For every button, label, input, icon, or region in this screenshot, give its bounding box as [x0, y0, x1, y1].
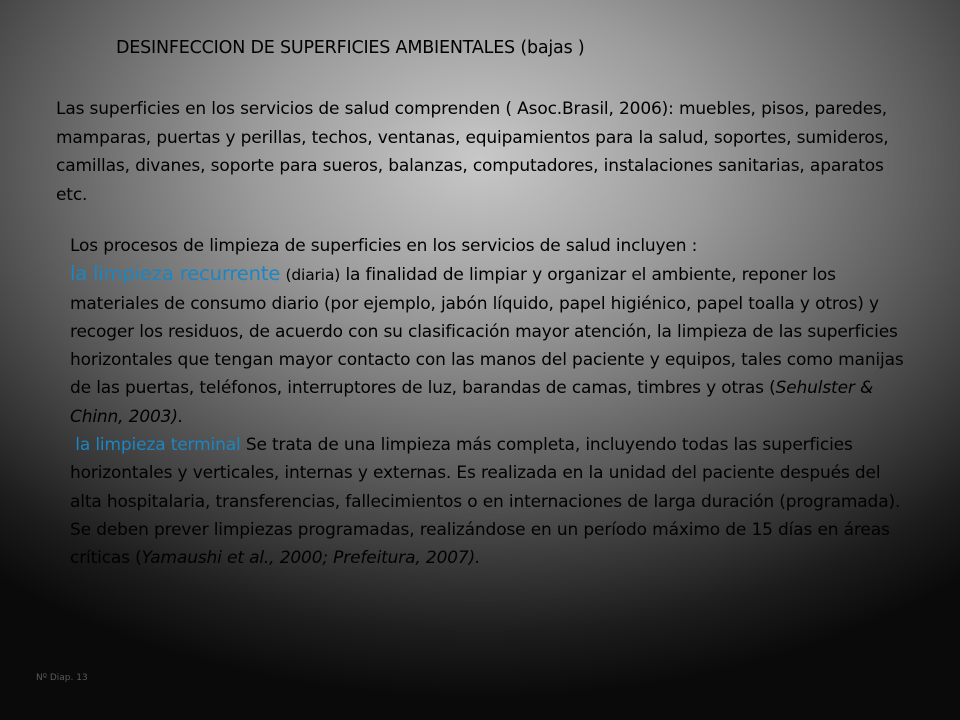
slide-number: Nº Diap. 13 — [36, 673, 88, 683]
recurrent-cleaning-text: la finalidad de limpiar y organizar el ambiente, reponer los materiales de consumo diario (por ejemplo, jabón líquido, papel higiénico, papel toalla y otros) y recoger los residuos, de acuerdo con su clasificación mayor atención, la limpieza de las superficies horizontales que tengan mayor contacto con las manos del paciente y equipos, tales como manijas de las puertas, teléfonos, interruptores de luz, barandas de camas, timbres y otras ( — [70, 265, 904, 399]
terminal-cleaning-text: Se trata de una limpieza más completa, incluyendo todas las superficies horizontales y verticales, internas y externas. Es realizada en la unidad del paciente después del alta hospitalaria, transferencias, fallecimientos o en internaciones de larga duración (programada). Se deben prever limpiezas programadas, realizándose en un período máximo de 15 días en áreas críticas ( — [70, 435, 901, 569]
slide-title: DESINFECCION DE SUPERFICIES AMBIENTALES (bajas ) — [116, 38, 585, 58]
terminal-cleaning-paragraph — [70, 431, 915, 572]
processes-intro: Los procesos de limpieza de superficies en los servicios de salud incluyen : — [70, 236, 698, 256]
recurrent-cleaning-citation: Sehulster & Chinn, 2003). — [70, 378, 874, 427]
processes-block — [70, 232, 915, 573]
intro-paragraph: Las superficies en los servicios de salud comprenden ( Asoc.Brasil, 2006): muebles, pisos, paredes, mamparas, puertas y perillas, techos, ventanas, equipamientos para la salud, soportes, sumideros, camillas, divanes, soporte para sueros, balanzas, computadores, instalaciones sanitarias, aparatos etc. — [56, 99, 889, 205]
recurrent-cleaning-paragraph — [70, 260, 915, 431]
recurrent-cleaning-label: la limpieza recurrente — [70, 262, 281, 286]
terminal-cleaning-label: la limpieza terminal — [75, 435, 241, 456]
recurrent-cleaning-qualifier: (diaria) — [285, 266, 341, 285]
terminal-cleaning-citation: Yamaushi et al., 2000; Prefeitura, 2007). — [141, 548, 481, 569]
